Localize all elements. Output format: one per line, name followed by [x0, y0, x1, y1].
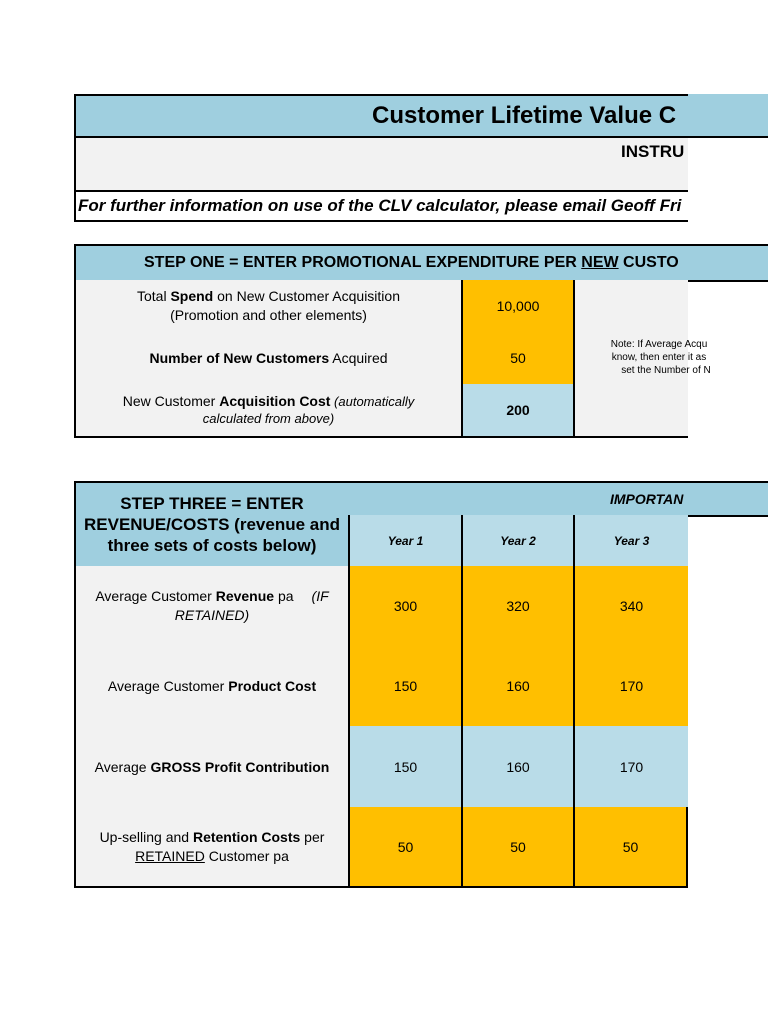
- gross-profit-year-3-value: 170: [573, 726, 688, 809]
- instructions-label: INSTRU: [621, 142, 685, 161]
- info-bar: [74, 190, 688, 222]
- step-one-header: [74, 244, 768, 282]
- product-cost-label-cell: Average Customer Product Cost: [74, 646, 350, 728]
- product-cost-year-2-input[interactable]: 160: [461, 646, 575, 728]
- acquisition-cost-value: 200: [461, 384, 575, 438]
- gross-profit-year-2-value: 160: [461, 726, 575, 809]
- new-customers-label-cell: Number of New Customers Acquired: [74, 332, 463, 386]
- revenue-label-cell: Average Customer Revenue pa (IF RETAINED): [74, 566, 350, 648]
- title-bar-overflow: [688, 94, 768, 136]
- retention-cost-label-cell: Up-selling and Retention Costs per RETAINED Customer pa: [74, 807, 350, 888]
- note-cell: [573, 280, 711, 438]
- spend-input[interactable]: 10,000: [461, 280, 575, 334]
- step-one-title: STEP ONE = ENTER PROMOTIONAL EXPENDITURE PER: [144, 254, 582, 271]
- retention-cost-year-3-input[interactable]: 50: [573, 807, 688, 888]
- step-three-title-cell: [74, 481, 350, 568]
- important-label: IMPORTAN: [610, 491, 684, 507]
- page-title: Customer Lifetime Value C: [372, 102, 677, 129]
- important-header: [348, 481, 768, 517]
- instructions-bar: [74, 136, 688, 192]
- year-3-header: Year 3: [573, 515, 688, 568]
- gross-profit-year-1-value: 150: [348, 726, 463, 809]
- info-text: For further information on use of the CLV calculator, please email Geoff Fri: [78, 196, 682, 215]
- year-2-header: Year 2: [461, 515, 575, 568]
- acquisition-cost-label-cell: New Customer Acquisition Cost (automatically calculated from above): [74, 384, 463, 438]
- step-one-title-end: CUSTO: [618, 254, 679, 271]
- revenue-year-2-input[interactable]: 320: [461, 566, 575, 648]
- year-1-header: Year 1: [348, 515, 463, 568]
- note-line-1: Note: If Average Acqu: [610, 339, 708, 350]
- step-one-title-new: NEW: [581, 254, 619, 271]
- retention-cost-year-1-input[interactable]: 50: [348, 807, 463, 888]
- step-three-title: STEP THREE = ENTER REVENUE/COSTS (revenue and three sets of costs below): [83, 494, 340, 555]
- spend-label-cell: Total Spend on New Customer Acquisition (Promotion and other elements): [74, 280, 463, 334]
- note-line-3: set the Number of N: [621, 365, 711, 376]
- title-bar: [74, 94, 768, 138]
- new-customers-input[interactable]: 50: [461, 332, 575, 386]
- revenue-year-1-input[interactable]: 300: [348, 566, 463, 648]
- note-line-2: know, then enter it as: [611, 352, 707, 363]
- product-cost-year-1-input[interactable]: 150: [348, 646, 463, 728]
- revenue-year-3-input[interactable]: 340: [573, 566, 688, 648]
- gross-profit-label-cell: Average GROSS Profit Contribution: [74, 726, 350, 809]
- product-cost-year-3-input[interactable]: 170: [573, 646, 688, 728]
- retention-cost-year-2-input[interactable]: 50: [461, 807, 575, 888]
